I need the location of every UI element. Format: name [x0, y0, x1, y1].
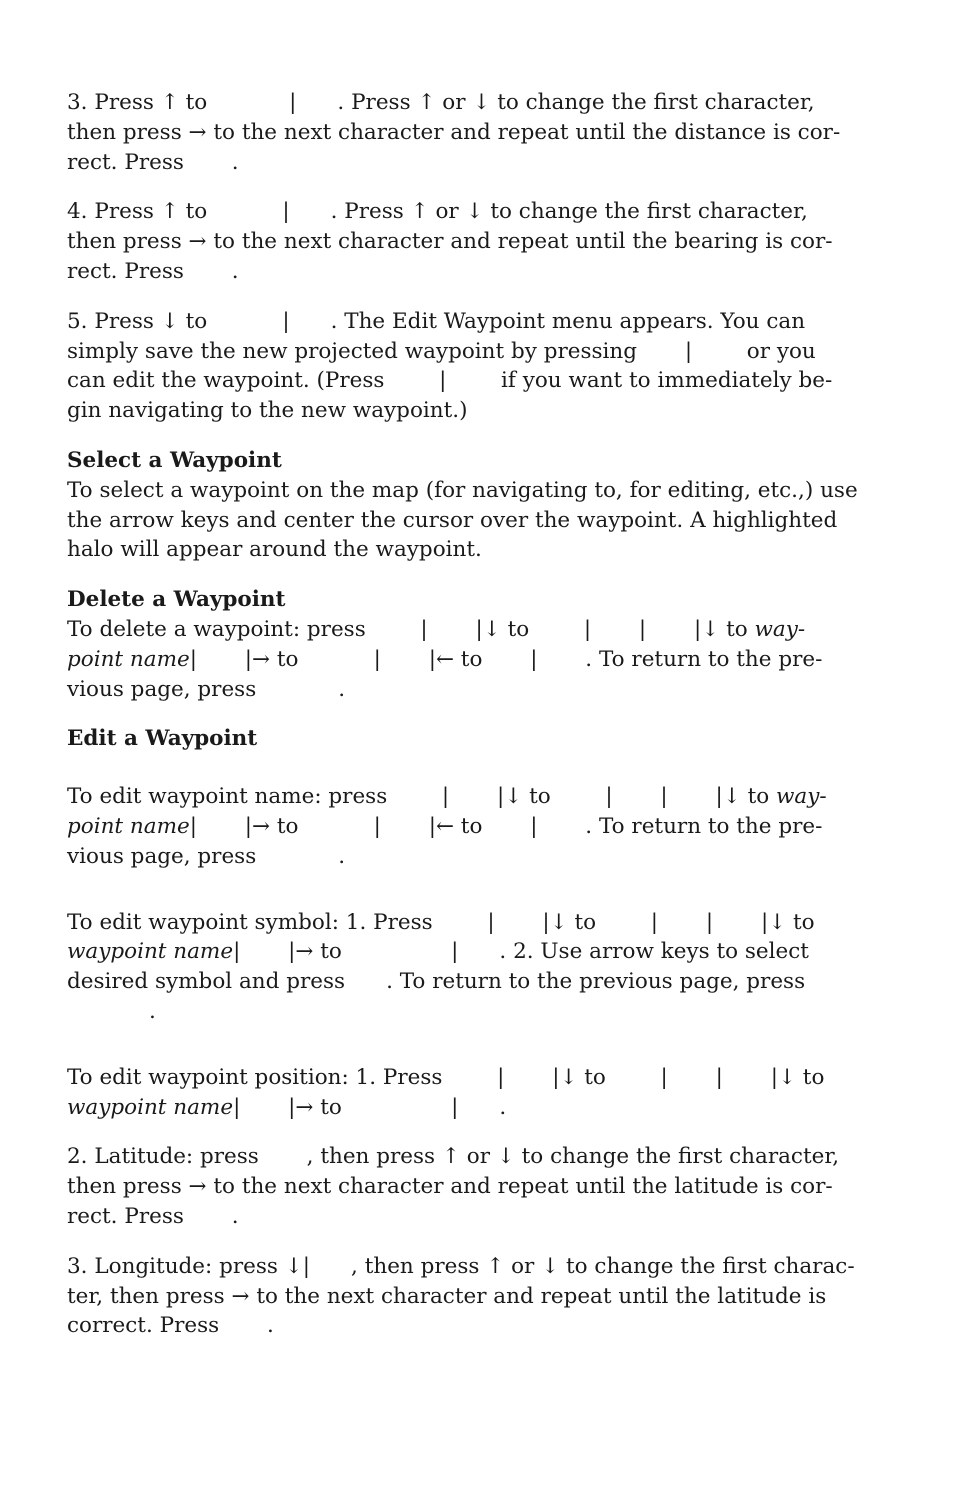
text-line: the arrow keys and center the cursor over the waypoint. A highlighted: [67, 507, 838, 533]
text-line: waypoint name | |→ to | .: [67, 1094, 507, 1120]
text-line: ter, then press → to the next character and repeat until the latitude is: [67, 1283, 827, 1309]
text-line: gin navigating to the new waypoint.): [67, 398, 468, 424]
text-line: To edit waypoint symbol: 1. Press | |↓ to | | |↓ to: [67, 909, 815, 935]
edit-symbol-body: [67, 908, 887, 1027]
text-line: then press → to the next character and repeat until the bearing is cor-: [67, 229, 833, 255]
text-line: simply save the new projected waypoint by pressing | or you: [67, 338, 816, 364]
text-line: rect. Press .: [67, 258, 239, 284]
select-waypoint-body: [67, 476, 887, 565]
step-2-latitude: [67, 1142, 887, 1231]
section-heading-edit-waypoint: Edit a Waypoint: [67, 726, 258, 752]
text-line: 4. Press ↑ to | . Press ↑ or ↓ to change the first character,: [67, 199, 808, 225]
text-line: correct. Press .: [67, 1313, 274, 1339]
manual-page: [67, 88, 887, 1341]
text-line: desired symbol and press . To return to the previous page, press: [67, 969, 806, 995]
section-heading-delete-waypoint: Delete a Waypoint: [67, 587, 286, 613]
text-line: rect. Press .: [67, 1203, 239, 1229]
text-line: 3. Longitude: press ↓| , then press ↑ or ↓ to change the first charac-: [67, 1253, 855, 1279]
text-line: To edit waypoint name: press | |↓ to | | |↓ to way-: [67, 784, 827, 810]
text-line: point name | |→ to | |← to | . To return to the pre-: [67, 813, 823, 839]
text-line: 3. Press ↑ to | . Press ↑ or ↓ to change the first character,: [67, 90, 815, 115]
text-line: rect. Press .: [67, 149, 239, 175]
step-4-bearing: [67, 197, 887, 286]
text-line: then press → to the next character and repeat until the distance is cor-: [67, 119, 841, 145]
text-line: waypoint name | |→ to | . 2. Use arrow keys to select: [67, 939, 809, 965]
text-line: 5. Press ↓ to | . The Edit Waypoint menu appears. You can: [67, 308, 806, 334]
text-line: point name | |→ to | |← to | . To return to the pre-: [67, 646, 823, 672]
text-line: halo will appear around the waypoint.: [67, 537, 482, 563]
step-5: [67, 307, 887, 426]
text-line: To edit waypoint position: 1. Press | |↓ to | | |↓ to: [67, 1064, 825, 1090]
text-line: vious page, press .: [67, 843, 346, 869]
text-line: then press → to the next character and repeat until the latitude is cor-: [67, 1174, 833, 1200]
edit-position-body: [67, 1063, 887, 1123]
text-line: vious page, press .: [67, 676, 346, 702]
edit-name-body: [67, 782, 887, 871]
text-line: To select a waypoint on the map (for navigating to, for editing, etc.,) use: [67, 477, 858, 503]
delete-waypoint-body: [67, 615, 887, 704]
step-3-distance: [67, 88, 887, 177]
text-line: can edit the waypoint. (Press | if you want to immediately be-: [67, 368, 833, 394]
step-3-longitude: [67, 1252, 887, 1341]
text-line: To delete a waypoint: press | |↓ to | | |↓ to way-: [67, 616, 806, 642]
section-heading-select-waypoint: Select a Waypoint: [67, 447, 282, 473]
text-line: .: [67, 998, 156, 1024]
text-line: 2. Latitude: press , then press ↑ or ↓ to change the first character,: [67, 1144, 840, 1170]
